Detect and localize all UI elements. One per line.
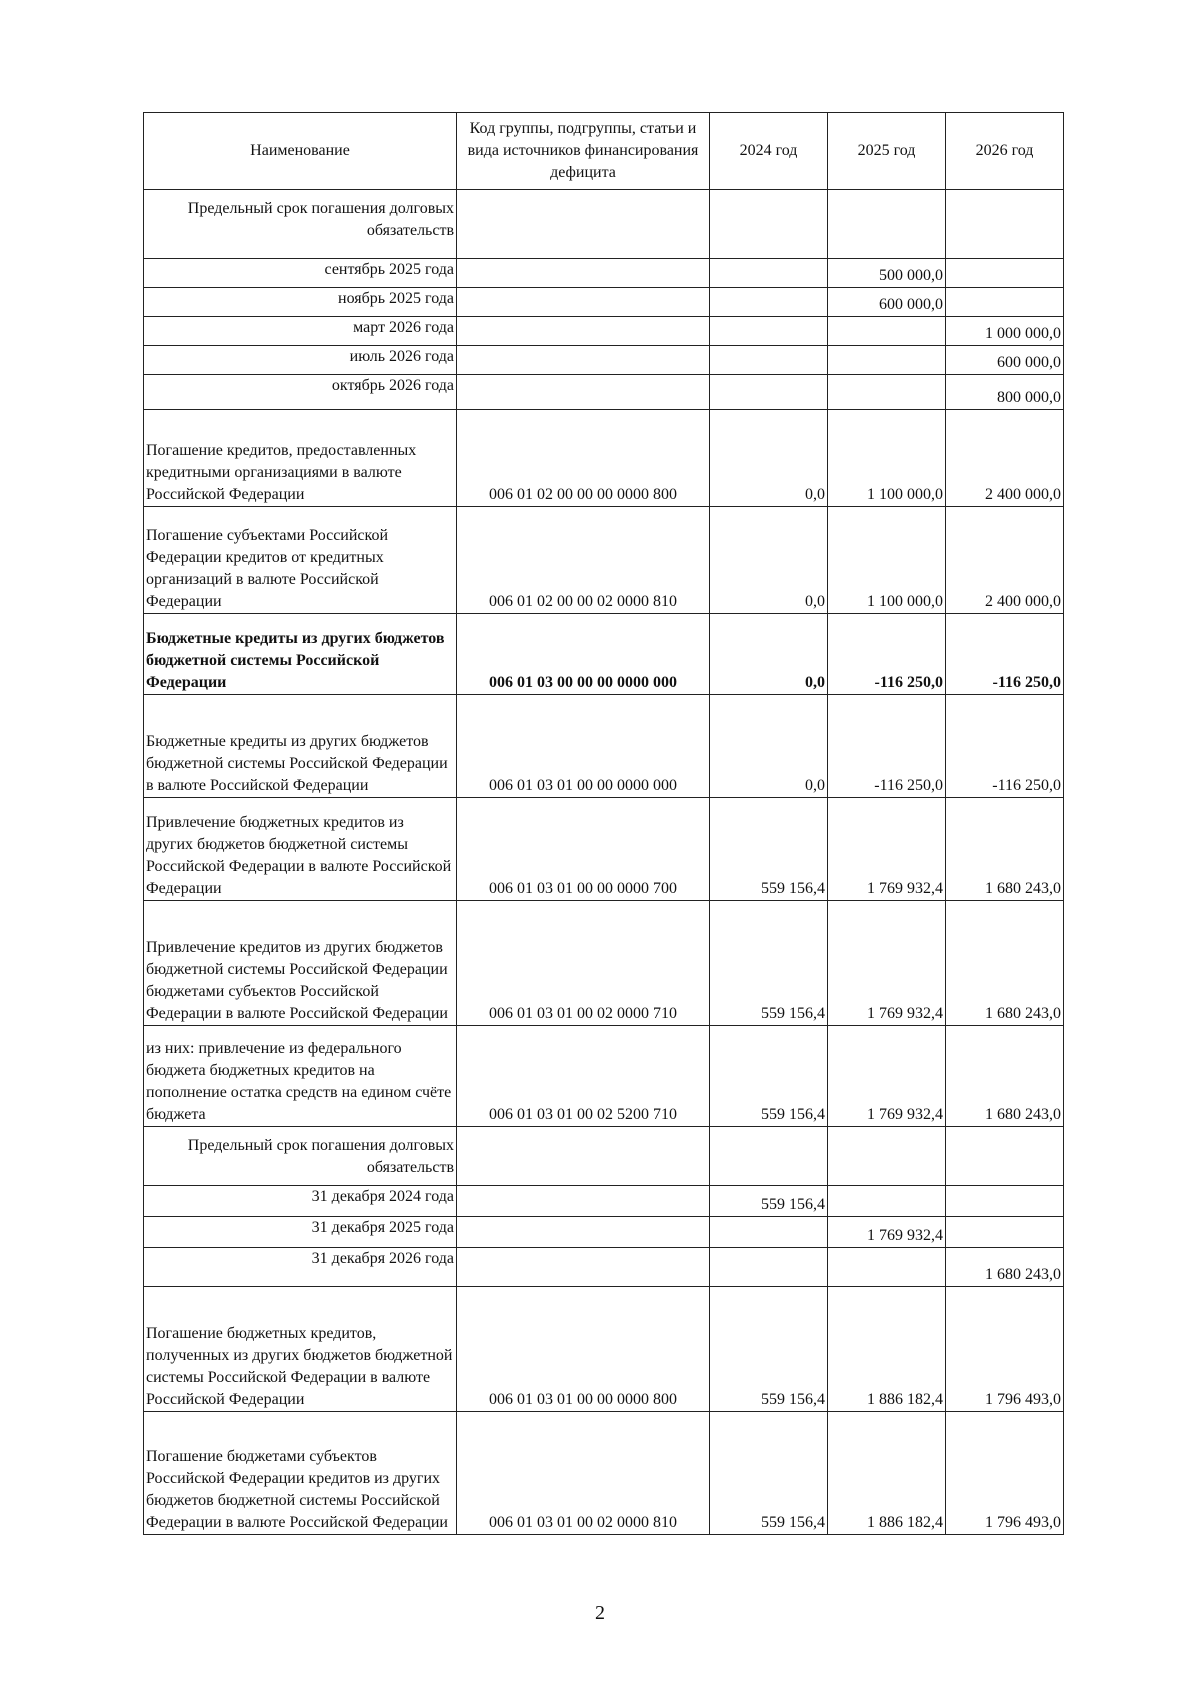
row-value-2025 (828, 190, 946, 259)
row-value-2026 (946, 1127, 1064, 1186)
row-name: ноябрь 2025 года (144, 288, 457, 317)
row-name: октябрь 2026 года (144, 375, 457, 410)
table-row (144, 695, 1064, 798)
row-code: 006 01 02 00 00 02 0000 810 (457, 507, 710, 614)
table-row (144, 1127, 1064, 1186)
row-value-2026: 600 000,0 (946, 346, 1064, 375)
row-value-2024: 559 156,4 (710, 798, 828, 901)
table-row (144, 798, 1064, 901)
row-name: Погашение бюджетных кредитов, полученных из других бюджетов бюджетной системы Российской Федерации в валюте Российской Федерации (144, 1287, 457, 1412)
row-value-2026 (946, 1186, 1064, 1217)
table-row (144, 614, 1064, 695)
row-value-2026 (946, 1217, 1064, 1248)
row-code (457, 346, 710, 375)
row-value-2025: -116 250,0 (828, 695, 946, 798)
row-value-2026: 1 680 243,0 (946, 1248, 1064, 1287)
row-code (457, 375, 710, 410)
row-code: 006 01 03 01 00 02 5200 710 (457, 1026, 710, 1127)
row-value-2024: 559 156,4 (710, 1026, 828, 1127)
row-value-2025: -116 250,0 (828, 614, 946, 695)
row-value-2024: 0,0 (710, 410, 828, 507)
row-value-2024: 559 156,4 (710, 901, 828, 1026)
row-value-2025 (828, 1248, 946, 1287)
row-code (457, 190, 710, 259)
row-value-2025: 1 769 932,4 (828, 1217, 946, 1248)
row-name: Привлечение кредитов из других бюджетов бюджетной системы Российской Федерации бюджетами субъектов Российской Федерации в валюте Российской Федерации (144, 901, 457, 1026)
row-name: июль 2026 года (144, 346, 457, 375)
row-value-2024 (710, 288, 828, 317)
row-code: 006 01 03 01 00 00 0000 000 (457, 695, 710, 798)
row-value-2025: 1 769 932,4 (828, 798, 946, 901)
table-row (144, 1287, 1064, 1412)
header-2025: 2025 год (828, 113, 946, 190)
row-value-2025 (828, 1186, 946, 1217)
row-code: 006 01 03 00 00 00 0000 000 (457, 614, 710, 695)
row-name: 31 декабря 2025 года (144, 1217, 457, 1248)
table-row (144, 507, 1064, 614)
table-row (144, 288, 1064, 317)
table-row (144, 410, 1064, 507)
row-value-2025 (828, 317, 946, 346)
row-code (457, 1186, 710, 1217)
row-value-2024 (710, 1217, 828, 1248)
row-name: Погашение бюджетами субъектов Российской Федерации кредитов из других бюджетов бюджетной системы Российской Федерации в валюте Российской Федерации (144, 1412, 457, 1535)
row-value-2025: 500 000,0 (828, 259, 946, 288)
row-value-2024: 559 156,4 (710, 1412, 828, 1535)
row-name: 31 декабря 2024 года (144, 1186, 457, 1217)
row-code: 006 01 03 01 00 00 0000 700 (457, 798, 710, 901)
row-name: Погашение кредитов, предоставленных кредитными организациями в валюте Российской Федерации (144, 410, 457, 507)
header-2024: 2024 год (710, 113, 828, 190)
row-code (457, 259, 710, 288)
row-value-2026 (946, 190, 1064, 259)
row-value-2026: -116 250,0 (946, 695, 1064, 798)
row-value-2024: 0,0 (710, 507, 828, 614)
row-value-2026: 1 796 493,0 (946, 1287, 1064, 1412)
table-row (144, 1026, 1064, 1127)
row-value-2025 (828, 346, 946, 375)
table-row (144, 346, 1064, 375)
header-code: Код группы, подгруппы, статьи и вида источников финансирования дефицита (457, 113, 710, 190)
row-value-2025 (828, 1127, 946, 1186)
row-code (457, 317, 710, 346)
row-value-2025: 1 886 182,4 (828, 1287, 946, 1412)
row-name: Бюджетные кредиты из других бюджетов бюджетной системы Российской Федерации в валюте Российской Федерации (144, 695, 457, 798)
row-value-2024 (710, 1248, 828, 1287)
header-2026: 2026 год (946, 113, 1064, 190)
row-name: 31 декабря 2026 года (144, 1248, 457, 1287)
header-name: Наименование (144, 113, 457, 190)
row-value-2025: 1 886 182,4 (828, 1412, 946, 1535)
table-row (144, 1248, 1064, 1287)
row-value-2026: 800 000,0 (946, 375, 1064, 410)
row-value-2024: 559 156,4 (710, 1287, 828, 1412)
table-row (144, 1217, 1064, 1248)
row-value-2026: 1 680 243,0 (946, 798, 1064, 901)
row-value-2026: 1 000 000,0 (946, 317, 1064, 346)
row-value-2025: 1 100 000,0 (828, 410, 946, 507)
row-value-2025 (828, 375, 946, 410)
row-value-2026: 1 796 493,0 (946, 1412, 1064, 1535)
row-value-2024 (710, 190, 828, 259)
row-value-2024: 0,0 (710, 695, 828, 798)
row-name: из них: привлечение из федерального бюджета бюджетных кредитов на пополнение остатка средств на едином счёте бюджета (144, 1026, 457, 1127)
row-code (457, 288, 710, 317)
row-value-2024: 559 156,4 (710, 1186, 828, 1217)
financing-sources-table (143, 112, 1064, 1535)
row-value-2025: 1 100 000,0 (828, 507, 946, 614)
table-row (144, 317, 1064, 346)
row-code: 006 01 03 01 00 02 0000 810 (457, 1412, 710, 1535)
row-value-2026: 2 400 000,0 (946, 507, 1064, 614)
row-value-2025: 1 769 932,4 (828, 1026, 946, 1127)
row-name: сентябрь 2025 года (144, 259, 457, 288)
row-value-2026: -116 250,0 (946, 614, 1064, 695)
row-value-2026 (946, 288, 1064, 317)
table-row (144, 1412, 1064, 1535)
row-value-2025: 600 000,0 (828, 288, 946, 317)
row-value-2024 (710, 317, 828, 346)
row-code: 006 01 02 00 00 00 0000 800 (457, 410, 710, 507)
row-name: Погашение субъектами Российской Федерации кредитов от кредитных организаций в валюте Российской Федерации (144, 507, 457, 614)
row-code (457, 1127, 710, 1186)
row-name: март 2026 года (144, 317, 457, 346)
row-value-2026 (946, 259, 1064, 288)
row-value-2024 (710, 346, 828, 375)
row-name: Предельный срок погашения долговых обязательств (144, 190, 457, 259)
table-row (144, 259, 1064, 288)
row-code (457, 1217, 710, 1248)
table-row (144, 901, 1064, 1026)
row-value-2024 (710, 1127, 828, 1186)
page-number: 2 (595, 1602, 605, 1624)
row-value-2026: 2 400 000,0 (946, 410, 1064, 507)
table-header-row (144, 113, 1064, 190)
row-value-2026: 1 680 243,0 (946, 1026, 1064, 1127)
table-row (144, 375, 1064, 410)
row-value-2025: 1 769 932,4 (828, 901, 946, 1026)
row-code: 006 01 03 01 00 00 0000 800 (457, 1287, 710, 1412)
row-code (457, 1248, 710, 1287)
row-code: 006 01 03 01 00 02 0000 710 (457, 901, 710, 1026)
table-row (144, 1186, 1064, 1217)
row-name: Бюджетные кредиты из других бюджетов бюджетной системы Российской Федерации (144, 614, 457, 695)
row-value-2024 (710, 259, 828, 288)
row-name: Предельный срок погашения долговых обязательств (144, 1127, 457, 1186)
row-name: Привлечение бюджетных кредитов из других бюджетов бюджетной системы Российской Федерации в валюте Российской Федерации (144, 798, 457, 901)
table-row (144, 190, 1064, 259)
row-value-2024: 0,0 (710, 614, 828, 695)
row-value-2026: 1 680 243,0 (946, 901, 1064, 1026)
row-value-2024 (710, 375, 828, 410)
